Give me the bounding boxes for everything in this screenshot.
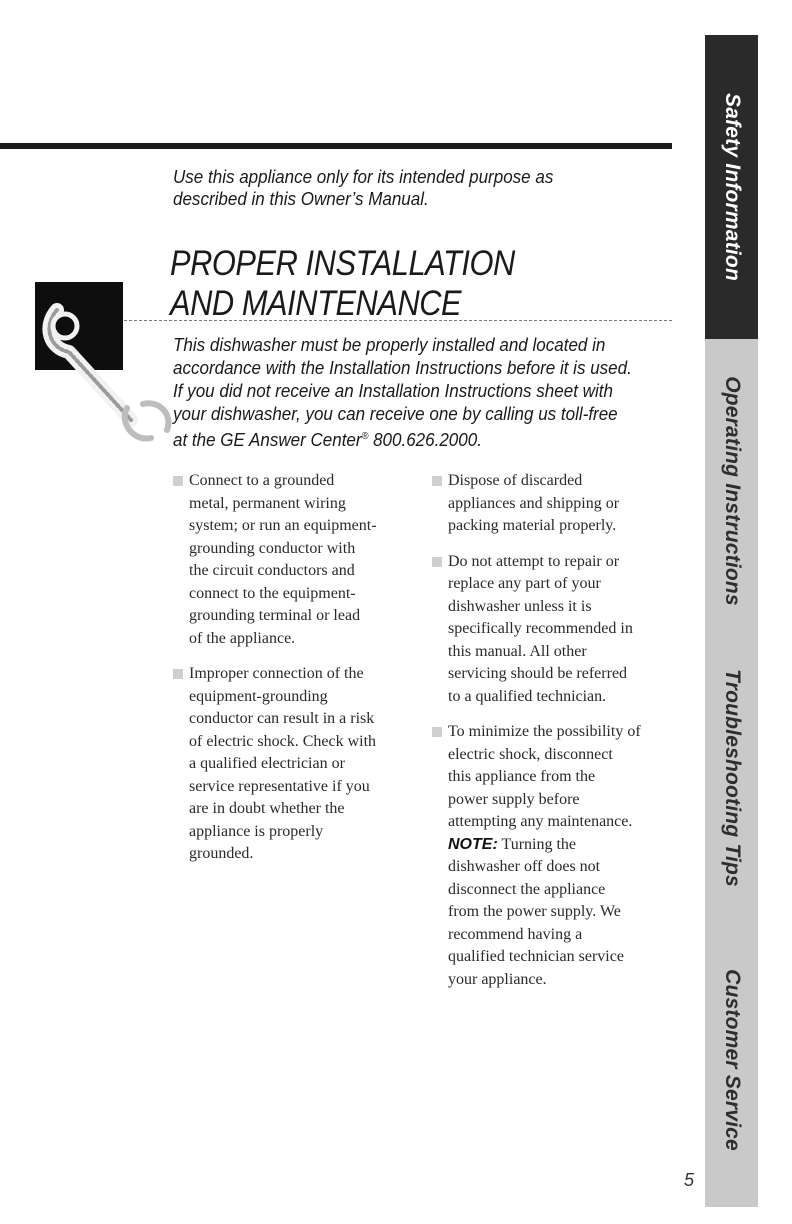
bullet-square-icon [432,557,442,567]
bullet-item: Connect to a grounded metal, permanent wiring system; or run an equipment- grounding conductor with the circuit conductors and connect to the equipment- grounding terminal or lead of the appliance. [173,470,413,650]
left-column [173,470,413,879]
wrench-icon [35,282,185,452]
right-column [432,470,682,1004]
note-line: NOTE: Turning the [448,835,577,853]
bullet-square-icon [432,727,442,737]
note-label: NOTE: [448,835,498,853]
page-number: 5 [684,1170,695,1190]
top-rule [0,143,672,149]
section-heading: PROPER INSTALLATION AND MAINTENANCE [170,244,515,323]
bullet-square-icon [173,669,183,679]
tab-safety-information[interactable]: Safety Information [705,35,758,339]
tab-customer-service[interactable]: Customer Service [705,913,758,1207]
installation-notice: This dishwasher must be properly installed and located in accordance with the Installation Instructions before it is used. If you did not receive an Installation Instructions sheet with your dishwasher, you can receive one by calling us toll-free at the GE Answer Center® 800.626.2000. [173,334,632,451]
intro-text: Use this appliance only for its intended purpose as described in this Owner’s Manual. [173,166,554,209]
tab-operating-instructions[interactable]: Operating Instructions [705,339,758,643]
bullet-item: To minimize the possibility of electric shock, disconnect this appliance from the power supply before attempting any maintenance. NOTE: Turning the dishwasher off does not disconnect the appliance from the power supply. We recommend having a qualified technician service your appliance. [432,721,682,991]
section-tabs [705,35,758,1207]
bullet-square-icon [173,476,183,486]
phone-number: 800.626.2000. [368,429,482,451]
bullet-item: Improper connection of the equipment-grounding conductor can result in a risk of electric shock. Check with a qualified electrician or service representative if you are in doubt whether the appliance is properly grounded. [173,663,413,866]
bullet-item: Dispose of discarded appliances and shipping or packing material properly. [432,470,682,538]
bullet-square-icon [432,476,442,486]
heading-rule [124,320,672,322]
bullet-item: Do not attempt to repair or replace any part of your dishwasher unless it is specifically recommended in this manual. All other servicing should be referred to a qualified technician. [432,551,682,709]
tab-troubleshooting-tips[interactable]: Troubleshooting Tips [705,643,758,913]
